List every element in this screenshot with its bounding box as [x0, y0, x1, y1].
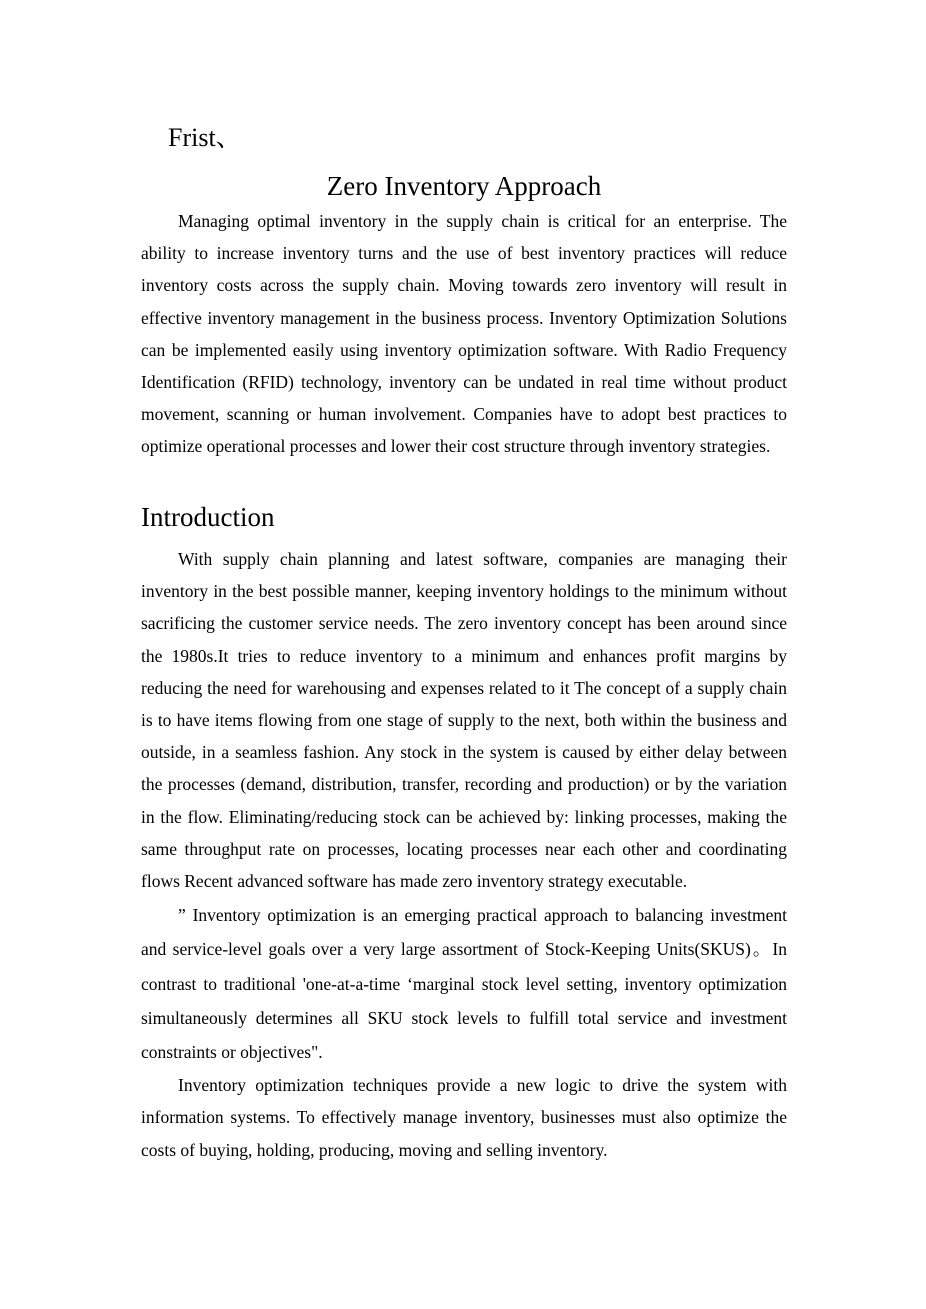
- body-paragraph-2-quote: ” Inventory optimization is an emerging practical approach to balancing investment and service-level goals over a very large assortment of Stock-Keeping Units(SKUS)。In contrast to traditional 'one-at-a-time ‘marginal stock level setting, inventory optimization simultaneously determines all SKU stock levels to fulfill total service and investment constraints or objectives".: [141, 905, 787, 1063]
- abstract-paragraph: Managing optimal inventory in the supply chain is critical for an enterprise. The ability to increase inventory turns and the use of best inventory practices will reduce inventory costs across the supply chain. Moving towards zero inventory will result in effective inventory management in the business process. Inventory Optimization Solutions can be implemented easily using inventory optimization software. With Radio Frequency Identification (RFID) technology, inventory can be undated in real time without product movement, scanning or human involvement. Companies have to adopt best practices to optimize operational processes and lower their cost structure through inventory strategies.: [141, 211, 787, 457]
- introduction-section: [141, 543, 787, 1166]
- body-paragraph-1: With supply chain planning and latest software, companies are managing their inventory in the best possible manner, keeping inventory holdings to the minimum without sacrificing the customer service needs. The zero inventory concept has been around since the 1980s.It tries to reduce inventory to a minimum and enhances profit margins by reducing the need for warehousing and expenses related to it The concept of a supply chain is to have items flowing from one stage of supply to the next, both within the business and outside, in a seamless fashion. Any stock in the system is caused by either delay between the processes (demand, distribution, transfer, recording and production) or by the variation in the flow. Eliminating/reducing stock can be achieved by: linking processes, making the same throughput rate on processes, locating processes near each other and coordinating flows Recent advanced software has made zero inventory strategy executable.: [141, 549, 787, 892]
- document-title: Zero Inventory Approach: [326, 171, 602, 201]
- section-label: Frist、: [168, 123, 242, 152]
- abstract-section: [141, 205, 787, 463]
- introduction-heading: Introduction: [141, 502, 275, 532]
- body-paragraph-3: Inventory optimization techniques provide a new logic to drive the system with information systems. To effectively manage inventory, businesses must also optimize the costs of buying, holding, producing, moving and selling inventory.: [141, 1075, 787, 1160]
